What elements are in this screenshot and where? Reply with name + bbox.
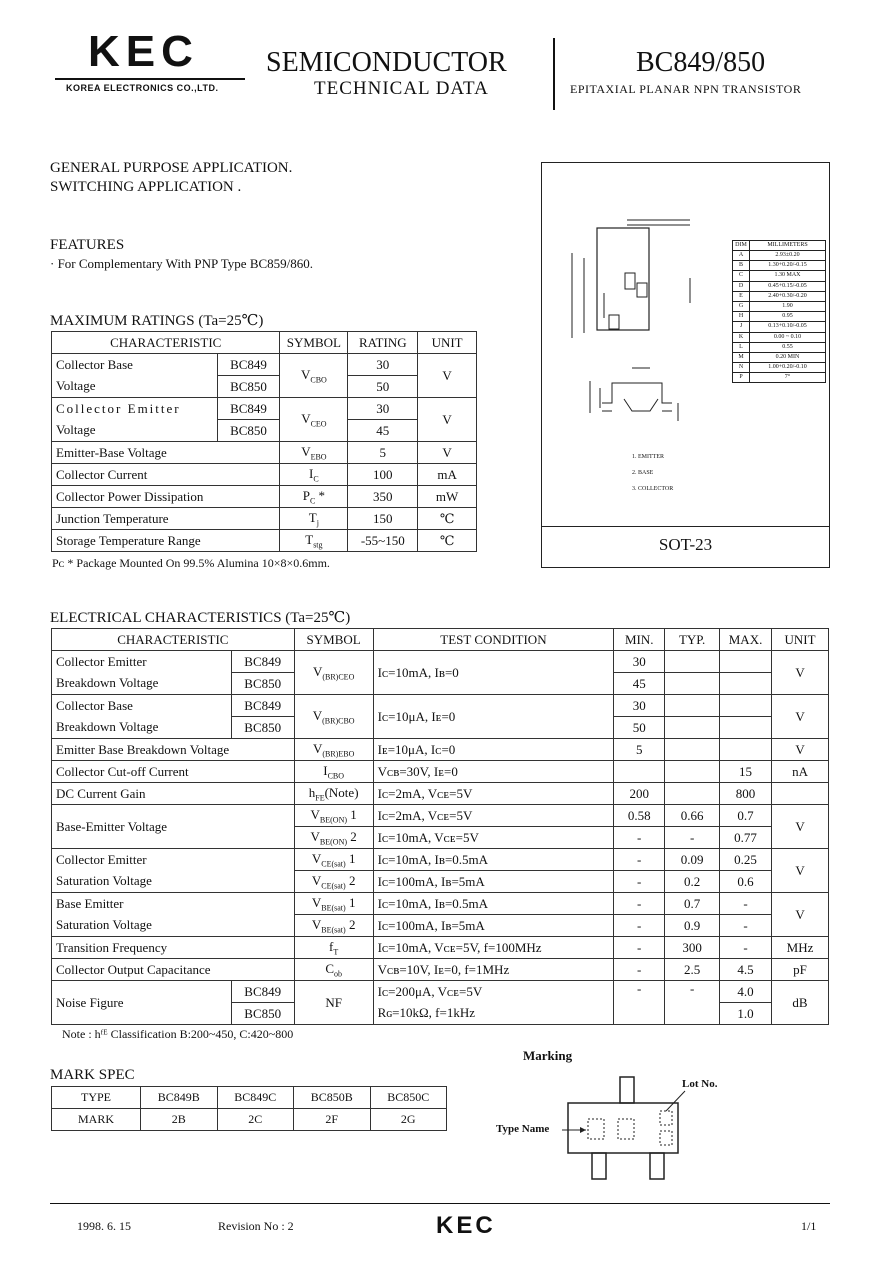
part-number: BC849/850 <box>636 47 766 78</box>
characteristic-cell: Collector Base <box>52 354 218 376</box>
dim-letter: N <box>733 363 750 372</box>
dim-value: 2.93±0.20 <box>775 252 800 258</box>
condition-cell: Iᴇ=10μA, Iᴄ=0 <box>373 739 614 761</box>
dim-letter: C <box>733 271 750 280</box>
min-cell: 200 <box>614 783 665 805</box>
rating-cell: -55~150 <box>348 530 418 552</box>
dim-row <box>733 302 825 312</box>
table-row <box>52 981 829 1003</box>
semiconductor-title: SEMICONDUCTOR <box>266 47 507 78</box>
part-description: EPITAXIAL PLANAR NPN TRANSISTOR <box>570 82 802 96</box>
table-row <box>52 420 477 442</box>
dim-letter: E <box>733 292 750 301</box>
min-cell <box>614 761 665 783</box>
typ-cell: - <box>665 827 720 849</box>
max-cell <box>720 695 772 717</box>
characteristic-cell: Emitter Base Breakdown Voltage <box>52 739 295 761</box>
unit-cell: V <box>772 695 829 739</box>
unit-cell: ℃ <box>418 508 477 530</box>
max-cell: 1.0 <box>720 1003 772 1025</box>
table-row <box>52 783 829 805</box>
condition-cell: Iᴄ=2mA, Vᴄᴇ=5V <box>373 805 614 827</box>
kec-logo: KEC <box>88 27 199 76</box>
symbol-cell: $V_{BE(sat)}$ 1 <box>294 893 373 915</box>
dim-letter: L <box>733 343 750 352</box>
table-row <box>52 398 477 420</box>
condition-cell: Iᴄ=10mA, Vᴄᴇ=5V <box>373 827 614 849</box>
characteristic-cell: Collector Emitter <box>52 849 295 871</box>
characteristic-cell: Emitter-Base Voltage <box>52 442 280 464</box>
marking-title: Marking <box>523 1048 573 1063</box>
symbol-cell: $P_C$ * <box>280 486 348 508</box>
characteristic-cell: Breakdown Voltage <box>52 673 232 695</box>
typ-cell <box>665 739 720 761</box>
dim-col-header: MILLIMETERS <box>767 242 808 248</box>
unit-cell <box>772 783 829 805</box>
symbol-cell: $V_{CEO}$ <box>280 398 348 442</box>
dim-row <box>733 312 825 322</box>
symbol-cell: $V_{CE(sat)}$ 2 <box>294 871 373 893</box>
application-1: GENERAL PURPOSE APPLICATION. <box>50 160 293 176</box>
min-cell: - <box>614 893 665 915</box>
lot-no-label: Lot No. <box>682 1078 718 1090</box>
symbol-cell: $V_{CE(sat)}$ 1 <box>294 849 373 871</box>
table-row <box>52 651 829 673</box>
type-cell: BC849B <box>141 1087 218 1109</box>
condition-cell: Iᴄ=100mA, Iʙ=5mA <box>373 871 614 893</box>
unit-cell: V <box>772 893 829 937</box>
col-header: TEST CONDITION <box>373 629 614 651</box>
table-row <box>52 354 477 376</box>
table-row <box>52 464 477 486</box>
table-row <box>52 761 829 783</box>
characteristic-cell: Collector Power Dissipation <box>52 486 280 508</box>
unit-cell: pF <box>772 959 829 981</box>
company-name: KOREA ELECTRONICS CO.,LTD. <box>66 83 219 93</box>
dim-value: 1.00+0.20/-0.10 <box>768 364 807 371</box>
dim-letter: D <box>733 282 750 291</box>
rating-cell: 100 <box>348 464 418 486</box>
rating-cell: 5 <box>348 442 418 464</box>
col-header: CHARACTERISTIC <box>52 629 295 651</box>
table-row <box>52 739 829 761</box>
dim-header-row <box>733 241 825 251</box>
table-row <box>52 849 829 871</box>
characteristic-cell: Collector Base <box>52 695 232 717</box>
elec-table <box>51 628 829 1025</box>
symbol-cell: NF <box>294 981 373 1025</box>
max-cell: 0.7 <box>720 805 772 827</box>
table-row <box>52 508 477 530</box>
feature-item: · For Complementary With PNP Type BC859/860. <box>50 256 314 271</box>
type-cell: BC849 <box>217 398 280 420</box>
max-cell <box>720 739 772 761</box>
type-cell: BC849C <box>217 1087 294 1109</box>
dim-row <box>733 363 825 373</box>
symbol-cell: $T_j$ <box>280 508 348 530</box>
min-cell: - <box>614 959 665 981</box>
typ-cell <box>665 783 720 805</box>
min-cell: 50 <box>614 717 665 739</box>
characteristic-cell: Collector Output Capacitance <box>52 959 295 981</box>
symbol-cell: $I_C$ <box>280 464 348 486</box>
mark-cell: 2G <box>370 1109 447 1131</box>
unit-cell: mA <box>418 464 477 486</box>
col-header: UNIT <box>772 629 829 651</box>
dimension-table <box>732 240 826 383</box>
pin-3-label: 3. COLLECTOR <box>632 486 674 492</box>
dim-row <box>733 282 825 292</box>
col-header: TYP. <box>665 629 720 651</box>
rating-cell: 50 <box>348 376 418 398</box>
min-cell: 45 <box>614 673 665 695</box>
footer-page: 1/1 <box>801 1219 817 1233</box>
table-row <box>52 1087 447 1109</box>
unit-cell: MHz <box>772 937 829 959</box>
characteristic-cell: Voltage <box>52 420 218 442</box>
footer-rule <box>50 1203 830 1204</box>
table-header-row <box>52 332 477 354</box>
symbol-cell: $T_{stg}$ <box>280 530 348 552</box>
condition-cell: Iᴄ=10mA, Vᴄᴇ=5V, f=100MHz <box>373 937 614 959</box>
table-row <box>52 486 477 508</box>
dim-letter: B <box>733 261 750 270</box>
condition-cell: Iᴄ=2mA, Vᴄᴇ=5V <box>373 783 614 805</box>
table-row <box>52 893 829 915</box>
dim-row <box>733 333 825 343</box>
dim-letter: H <box>733 312 750 321</box>
mark-cell: 2B <box>141 1109 218 1131</box>
type-cell: BC849 <box>231 981 294 1003</box>
condition-cell: Iᴄ=100mA, Iʙ=5mA <box>373 915 614 937</box>
dim-letter: M <box>733 353 750 362</box>
dim-value: 0.00 ~ 0.10 <box>773 333 802 340</box>
min-cell: 30 <box>614 695 665 717</box>
dim-row <box>733 343 825 353</box>
footer-date: 1998. 6. 15 <box>77 1219 131 1233</box>
type-cell: BC849 <box>231 695 294 717</box>
rating-cell: 350 <box>348 486 418 508</box>
unit-cell: V <box>772 805 829 849</box>
unit-cell: V <box>772 849 829 893</box>
min-cell: - <box>614 871 665 893</box>
mark-cell: 2F <box>294 1109 371 1131</box>
max-cell: 4.0 <box>720 981 772 1003</box>
type-cell: BC850 <box>217 376 280 398</box>
characteristic-cell: Saturation Voltage <box>52 871 295 893</box>
typ-cell: 0.09 <box>665 849 720 871</box>
table-row <box>52 805 829 827</box>
typ-cell: 0.7 <box>665 893 720 915</box>
unit-cell: V <box>418 398 477 442</box>
package-divider <box>542 526 829 527</box>
features-title: FEATURES <box>50 237 125 253</box>
dim-row <box>733 373 825 382</box>
dim-letter: G <box>733 302 750 311</box>
min-cell: 5 <box>614 739 665 761</box>
type-cell: BC850C <box>370 1087 447 1109</box>
table-row <box>52 530 477 552</box>
min-cell: 30 <box>614 651 665 673</box>
type-cell: BC850 <box>231 673 294 695</box>
unit-cell: ℃ <box>418 530 477 552</box>
elec-note: Note : hᶠᴱ Classification B:200~450, C:420~800 <box>62 1027 294 1041</box>
dim-row <box>733 261 825 271</box>
dim-letter: P <box>733 373 750 382</box>
table-row <box>52 442 477 464</box>
table-row <box>52 915 829 937</box>
min-cell: - <box>614 981 665 1025</box>
max-cell: 0.6 <box>720 871 772 893</box>
unit-cell: V <box>772 651 829 695</box>
typ-cell <box>665 761 720 783</box>
symbol-cell: $V_{EBO}$ <box>280 442 348 464</box>
header-divider <box>553 38 555 110</box>
dim-row <box>733 322 825 332</box>
max-cell <box>720 673 772 695</box>
characteristic-cell: Breakdown Voltage <box>52 717 232 739</box>
dim-value: 1.30 MAX <box>774 272 801 279</box>
typ-cell: 0.2 <box>665 871 720 893</box>
unit-cell: V <box>418 442 477 464</box>
condition-cell: Iᴄ=10mA, Iʙ=0.5mA <box>373 849 614 871</box>
characteristic-cell: Saturation Voltage <box>52 915 295 937</box>
table-row <box>52 695 829 717</box>
symbol-cell: $f_T$ <box>294 937 373 959</box>
dim-value: 0.95 <box>782 313 793 320</box>
col-header: UNIT <box>418 332 477 354</box>
characteristic-cell: Collector Current <box>52 464 280 486</box>
type-cell: BC850 <box>231 717 294 739</box>
type-cell: BC849 <box>231 651 294 673</box>
typ-cell <box>665 695 720 717</box>
row-label: TYPE <box>52 1087 141 1109</box>
characteristic-cell: Noise Figure <box>52 981 232 1025</box>
max-cell: - <box>720 893 772 915</box>
mark-spec-table <box>51 1086 447 1131</box>
col-header: RATING <box>348 332 418 354</box>
max-ratings-note: Pᴄ * Package Mounted On 99.5% Alumina 10×8×0.6mm. <box>52 556 330 570</box>
unit-cell: V <box>418 354 477 398</box>
typ-cell <box>665 673 720 695</box>
characteristic-cell: Collector Cut-off Current <box>52 761 295 783</box>
unit-cell: mW <box>418 486 477 508</box>
max-cell: 0.77 <box>720 827 772 849</box>
dim-row <box>733 251 825 261</box>
max-ratings-table <box>51 331 477 552</box>
footer-revision: Revision No : 2 <box>218 1219 294 1233</box>
typ-cell: 0.9 <box>665 915 720 937</box>
table-row <box>52 1109 447 1131</box>
typ-cell: 0.66 <box>665 805 720 827</box>
type-cell: BC849 <box>217 354 280 376</box>
symbol-cell: $V_{BE(sat)}$ 2 <box>294 915 373 937</box>
rating-cell: 45 <box>348 420 418 442</box>
min-cell: - <box>614 849 665 871</box>
col-header: MIN. <box>614 629 665 651</box>
max-cell: 0.25 <box>720 849 772 871</box>
max-cell <box>720 651 772 673</box>
table-row <box>52 937 829 959</box>
characteristic-cell: Base Emitter <box>52 893 295 915</box>
typ-cell <box>665 651 720 673</box>
mark-spec-title: MARK SPEC <box>50 1067 135 1083</box>
type-name-label: Type Name <box>496 1123 550 1135</box>
characteristic-cell: Storage Temperature Range <box>52 530 280 552</box>
condition-cell: Iᴄ=10mA, Iʙ=0.5mA <box>373 893 614 915</box>
dim-value: 0.45+0.15/-0.05 <box>768 282 807 289</box>
rating-cell: 30 <box>348 398 418 420</box>
col-header: SYMBOL <box>280 332 348 354</box>
symbol-cell: $V_{(BR)CEO}$ <box>294 651 373 695</box>
mark-cell: 2C <box>217 1109 294 1131</box>
symbol-cell: $I_{CBO}$ <box>294 761 373 783</box>
dim-value: 1.30+0.20/-0.15 <box>768 262 807 269</box>
technical-data-subtitle: TECHNICAL DATA <box>314 78 489 99</box>
dim-letter: K <box>733 333 750 342</box>
symbol-cell: $h_{FE}(Note)$ <box>294 783 373 805</box>
table-row <box>52 376 477 398</box>
rating-cell: 30 <box>348 354 418 376</box>
condition-cell: Iᴄ=200μA, Vᴄᴇ=5V <box>373 981 614 1003</box>
type-cell: BC850B <box>294 1087 371 1109</box>
symbol-cell: $V_{(BR)CBO}$ <box>294 695 373 739</box>
max-cell: - <box>720 915 772 937</box>
characteristic-cell: Collector Emitter <box>52 398 218 420</box>
logo-underline <box>55 78 245 80</box>
elec-title: ELECTRICAL CHARACTERISTICS (Ta=25℃) <box>50 610 351 626</box>
table-header-row <box>52 629 829 651</box>
type-cell: BC850 <box>217 420 280 442</box>
characteristic-cell: Transition Frequency <box>52 937 295 959</box>
symbol-cell: $V_{BE(ON)}$ 1 <box>294 805 373 827</box>
typ-cell <box>665 717 720 739</box>
characteristic-cell: Voltage <box>52 376 218 398</box>
condition-cell: Iᴄ=10mA, Iʙ=0 <box>373 651 614 695</box>
typ-cell: 2.5 <box>665 959 720 981</box>
dim-row <box>733 271 825 281</box>
pin-1-label: 1. EMITTER <box>632 454 664 460</box>
dim-letter: A <box>733 251 750 260</box>
type-cell: BC850 <box>231 1003 294 1025</box>
package-name: SOT-23 <box>658 535 713 554</box>
col-header: MAX. <box>720 629 772 651</box>
condition-cell: Vᴄʙ=10V, Iᴇ=0, f=1MHz <box>373 959 614 981</box>
table-row <box>52 871 829 893</box>
dim-value: 0.13+0.10/-0.05 <box>768 323 807 330</box>
min-cell: 0.58 <box>614 805 665 827</box>
typ-cell: - <box>665 981 720 1025</box>
symbol-cell: $V_{BE(ON)}$ 2 <box>294 827 373 849</box>
condition-cell: Iᴄ=10μA, Iᴇ=0 <box>373 695 614 739</box>
dim-row <box>733 353 825 363</box>
row-label: MARK <box>52 1109 141 1131</box>
condition-cell: Rɢ=10kΩ, f=1kHz <box>373 1003 614 1025</box>
characteristic-cell: Base-Emitter Voltage <box>52 805 295 849</box>
footer-logo: KEC <box>436 1212 496 1239</box>
unit-cell: V <box>772 739 829 761</box>
max-cell: 4.5 <box>720 959 772 981</box>
unit-cell: nA <box>772 761 829 783</box>
application-2: SWITCHING APPLICATION . <box>50 179 242 195</box>
col-header: SYMBOL <box>294 629 373 651</box>
dim-value: 0.55 <box>782 343 793 350</box>
dim-letter: J <box>733 322 750 331</box>
dim-value: 7° <box>784 374 791 381</box>
table-row <box>52 959 829 981</box>
col-header: CHARACTERISTIC <box>52 332 280 354</box>
max-cell <box>720 717 772 739</box>
min-cell: - <box>614 915 665 937</box>
symbol-cell: $C_{ob}$ <box>294 959 373 981</box>
max-cell: 800 <box>720 783 772 805</box>
condition-cell: Vᴄʙ=30V, Iᴇ=0 <box>373 761 614 783</box>
dim-row <box>733 292 825 302</box>
dim-rows <box>733 251 825 382</box>
characteristic-cell: DC Current Gain <box>52 783 295 805</box>
rating-cell: 150 <box>348 508 418 530</box>
symbol-cell: $V_{CBO}$ <box>280 354 348 398</box>
max-cell: 15 <box>720 761 772 783</box>
min-cell: - <box>614 827 665 849</box>
package-outline-box <box>541 162 830 568</box>
characteristic-cell: Collector Emitter <box>52 651 232 673</box>
dim-col-header: DIM <box>733 241 750 250</box>
characteristic-cell: Junction Temperature <box>52 508 280 530</box>
dim-value: 1.90 <box>782 302 793 309</box>
pin-2-label: 2. BASE <box>632 470 654 476</box>
dim-value: 2.40+0.30/-0.20 <box>768 292 807 299</box>
max-ratings-title: MAXIMUM RATINGS (Ta=25℃) <box>50 313 264 329</box>
unit-cell: dB <box>772 981 829 1025</box>
symbol-cell: $V_{(BR)EBO}$ <box>294 739 373 761</box>
min-cell: - <box>614 937 665 959</box>
max-cell: - <box>720 937 772 959</box>
typ-cell: 300 <box>665 937 720 959</box>
dim-value: 0.20 MIN <box>775 353 800 360</box>
